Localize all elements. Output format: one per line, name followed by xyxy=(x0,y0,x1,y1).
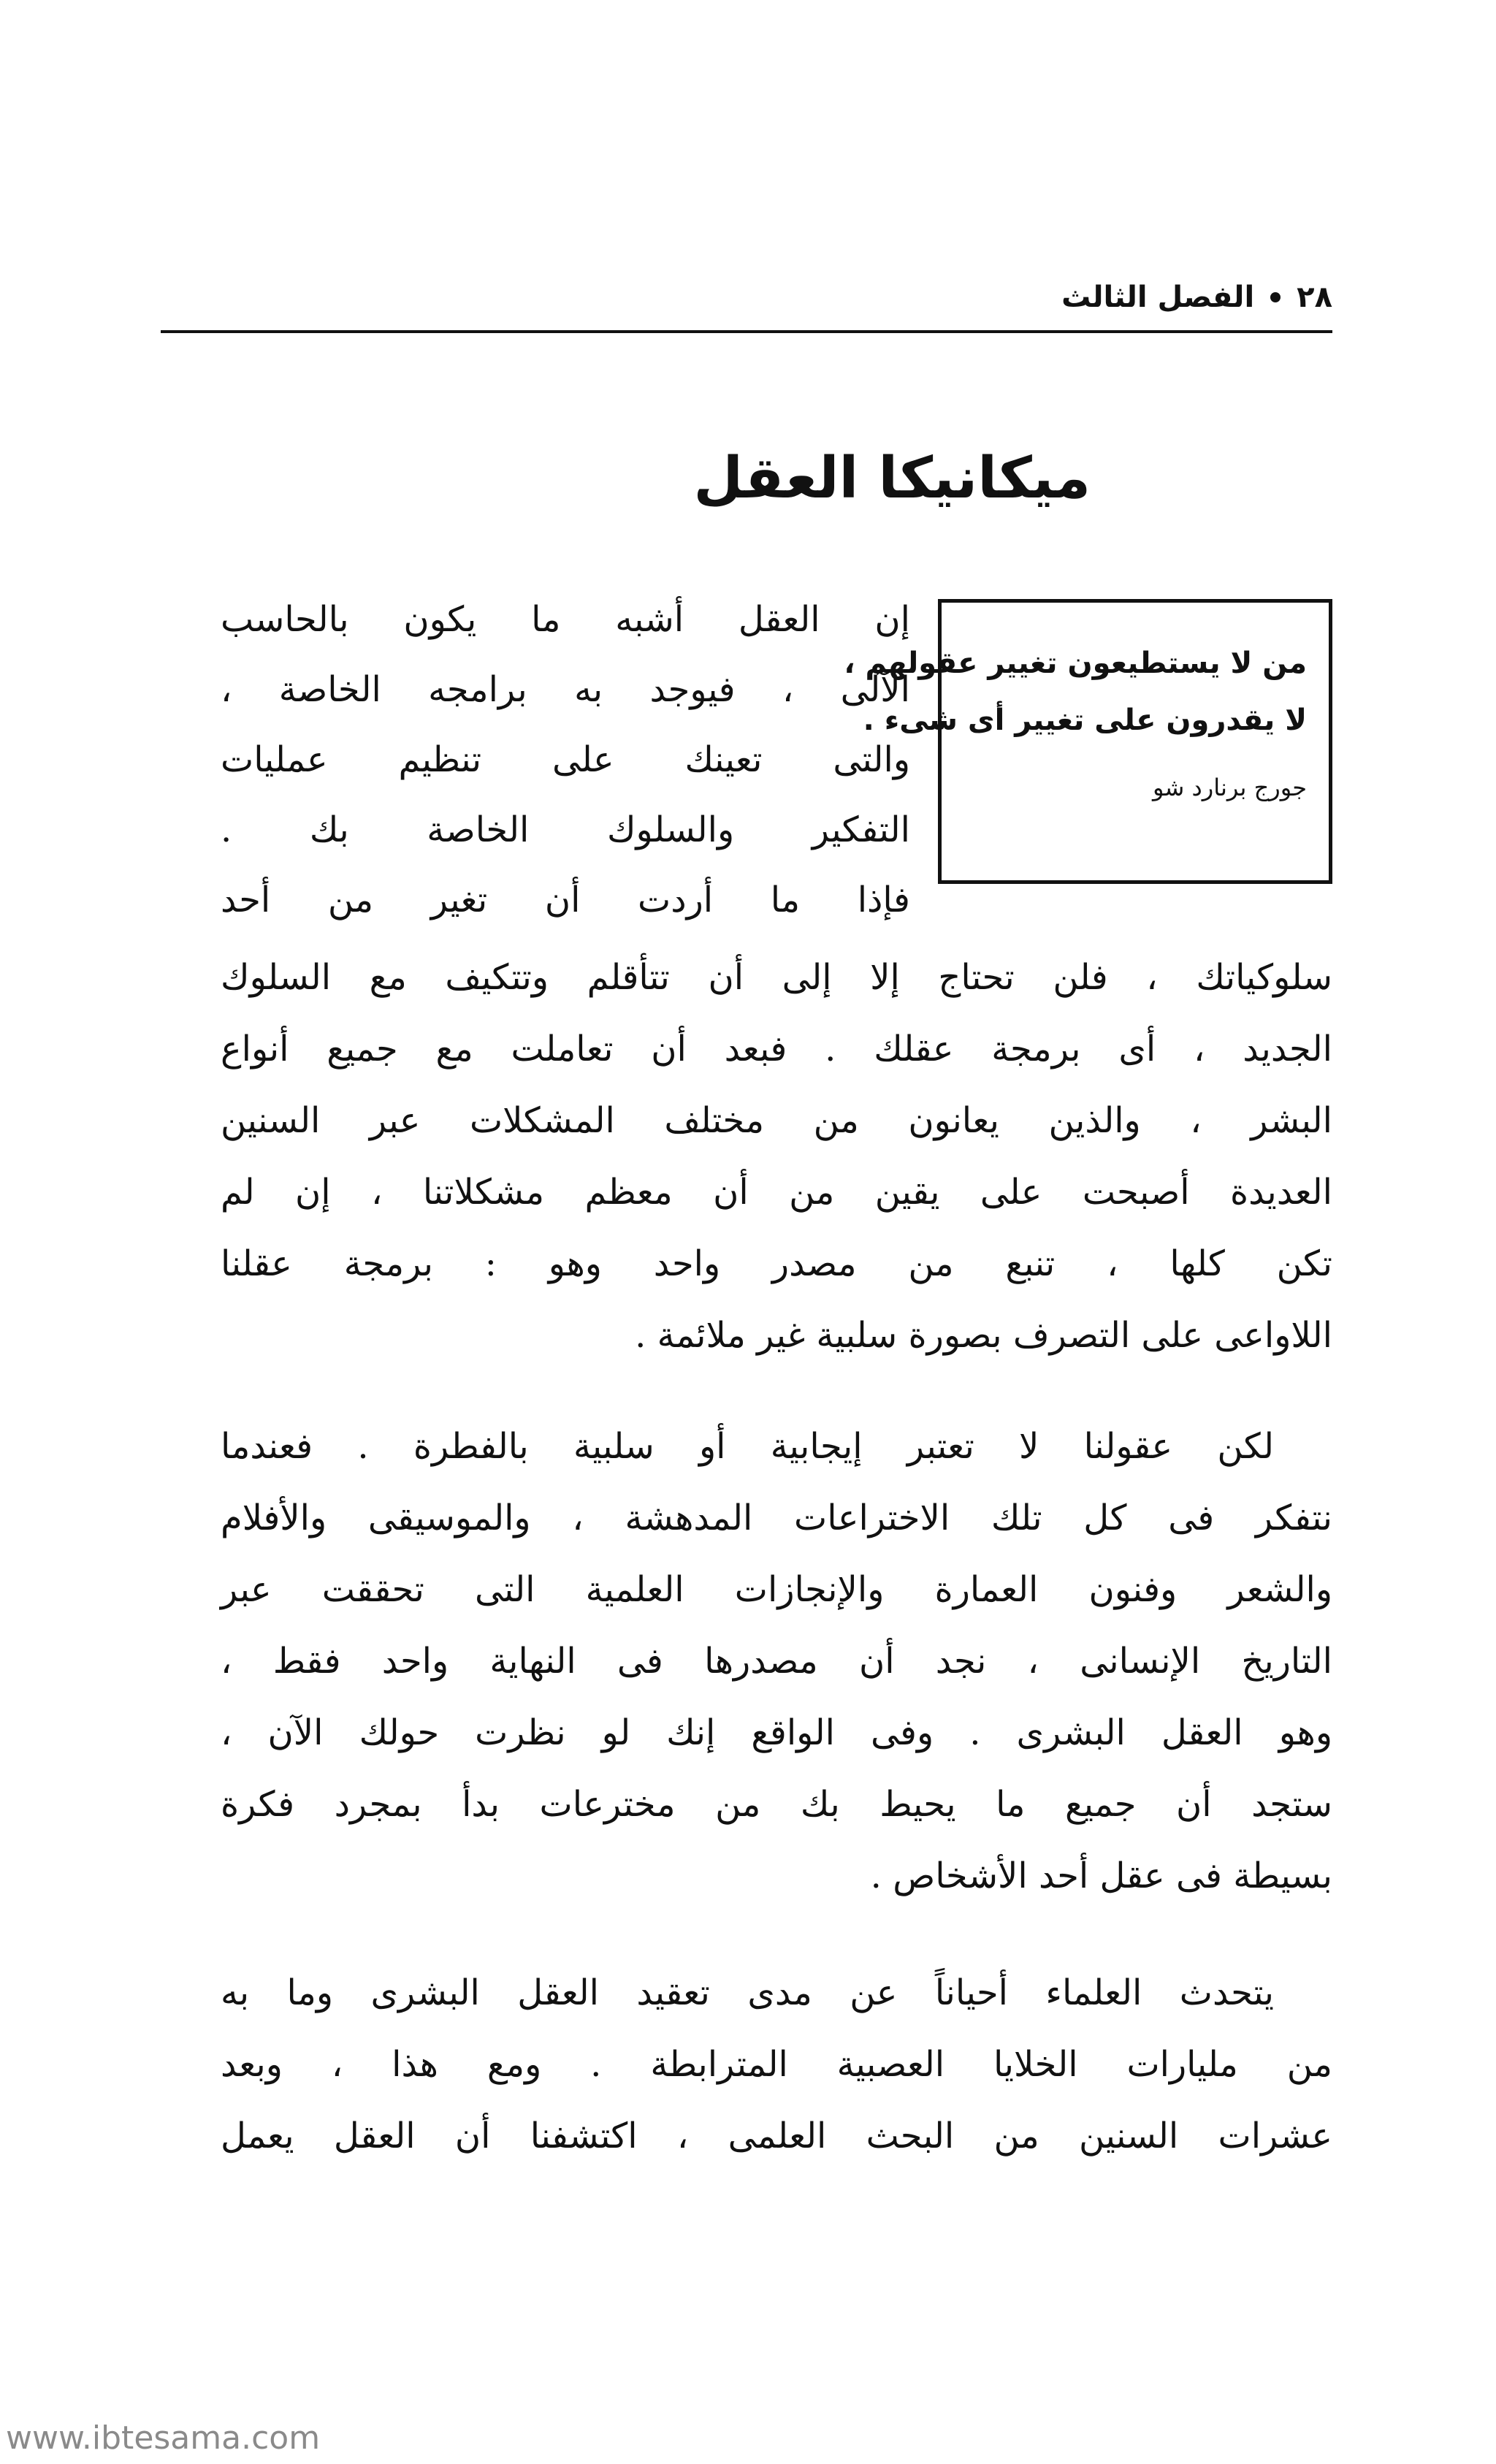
chapter-label: الفصل الثالث xyxy=(1061,281,1255,314)
page-number: ٢٨ xyxy=(1297,281,1332,314)
body-line: يتحدث العلماء أحياناً عن مدى تعقيد العقل البشرى وما به xyxy=(221,1972,1274,2013)
quote-line-1: من لا يستطيعون تغيير عقولهم ، xyxy=(844,646,1307,680)
body-line: والشعر وفنون العمارة والإنجازات العلمية التى تحققت عبر xyxy=(221,1569,1332,1610)
body-line: العديدة أصبحت على يقين من أن معظم مشكلاتنا ، إن لم xyxy=(221,1172,1332,1213)
body-line: تكن كلها ، تنبع من مصدر واحد وهو : برمجة عقلنا xyxy=(221,1243,1332,1284)
header-rule xyxy=(161,330,1332,333)
quote-line-2: لا يقدرون على تغيير أى شىء . xyxy=(863,703,1307,737)
body-line: من مليارات الخلايا العصبية المترابطة . ومع هذا ، وبعد xyxy=(221,2044,1332,2085)
body-line: نتفكر فى كل تلك الاختراعات المدهشة ، والموسيقى والأفلام xyxy=(221,1498,1332,1538)
body-line: عشرات السنين من البحث العلمى ، اكتشفنا أن العقل يعمل xyxy=(221,2116,1332,2156)
watermark-link[interactable]: www.ibtesama.com xyxy=(6,2419,321,2457)
body-line: إن العقل أشبه ما يكون بالحاسب xyxy=(221,599,910,640)
body-line: الآلى ، فيوجد به برامجه الخاصة ، xyxy=(221,669,910,710)
quote-box xyxy=(844,599,1332,884)
running-header xyxy=(161,272,1332,323)
body-line: الجديد ، أى برمجة عقلك . فبعد أن تعاملت مع جميع أنواع xyxy=(221,1029,1332,1069)
body-line: التاريخ الإنسانى ، نجد أن مصدرها فى النهاية واحد فقط ، xyxy=(221,1641,1332,1682)
bullet-icon xyxy=(1270,292,1281,302)
body-line: التفكير والسلوك الخاصة بك . xyxy=(221,809,910,850)
quote-author: جورج برنارد شو xyxy=(1152,774,1307,801)
body-line: بسيطة فى عقل أحد الأشخاص . xyxy=(870,1855,1332,1896)
section-title: ميكانيكا العقل xyxy=(693,446,1091,511)
body-line: اللاواعى على التصرف بصورة سلبية غير ملائمة . xyxy=(635,1315,1332,1356)
body-line: ستجد أن جميع ما يحيط بك من مخترعات بدأ بمجرد فكرة xyxy=(221,1784,1332,1825)
body-line: فإذا ما أردت أن تغير من أحد xyxy=(221,880,910,920)
body-line: لكن عقولنا لا تعتبر إيجابية أو سلبية بالفطرة . فعندما xyxy=(221,1426,1274,1467)
body-line: وهو العقل البشرى . وفى الواقع إنك لو نظرت حولك الآن ، xyxy=(221,1712,1332,1753)
body-line: والتى تعينك على تنظيم عمليات xyxy=(221,739,910,780)
body-line: سلوكياتك ، فلن تحتاج إلا إلى أن تتأقلم وتتكيف مع السلوك xyxy=(221,957,1332,998)
body-line: البشر ، والذين يعانون من مختلف المشكلات عبر السنين xyxy=(221,1100,1332,1141)
